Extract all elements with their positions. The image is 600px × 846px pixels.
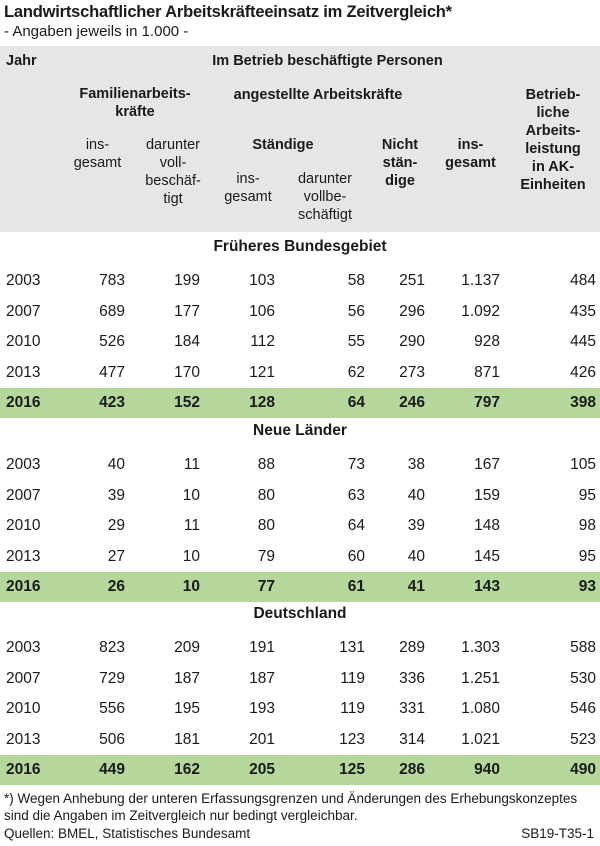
table-title: Landwirtschaftlicher Arbeitskräfteeinsatz im Zeitvergleich* xyxy=(4,3,452,21)
cell-year: 2003 xyxy=(6,272,41,289)
cell-year: 2010 xyxy=(6,333,41,350)
cell-fam-insgesamt: 40 xyxy=(107,456,125,473)
cell-year: 2016 xyxy=(6,394,41,411)
cell-fam-insgesamt: 689 xyxy=(99,302,125,320)
cell-fam-insgesamt: 26 xyxy=(107,578,125,595)
cell-ak-einheiten: 490 xyxy=(570,761,596,778)
cell-st-insgesamt: 187 xyxy=(249,669,275,687)
table-row xyxy=(0,297,600,327)
cell-st-darunter: 62 xyxy=(347,363,365,381)
cell-ak-einheiten: 398 xyxy=(570,394,596,411)
source-note: Quellen: BMEL, Statistisches Bundesamt xyxy=(4,826,251,841)
cell-ak-einheiten: 95 xyxy=(578,547,596,565)
cell-fam-darunter: 195 xyxy=(174,700,200,717)
cell-year: 2003 xyxy=(6,639,41,656)
cell-st-insgesamt: 80 xyxy=(257,486,275,504)
cell-ang-insgesamt: 159 xyxy=(474,486,500,504)
cell-fam-insgesamt: 823 xyxy=(99,639,125,656)
cell-ang-insgesamt: 871 xyxy=(474,363,500,381)
cell-fam-darunter: 199 xyxy=(174,272,200,289)
cell-st-darunter: 119 xyxy=(340,669,365,687)
footnote: *) Wegen Anhebung der unteren Erfassungsgrenzen und Änderungen des Erhebungskonzeptes sind die Angaben im Zeitvergleich nur bedingt vergleichbar. xyxy=(4,791,578,823)
cell-year: 2013 xyxy=(6,730,41,748)
cell-nicht-staendige: 251 xyxy=(399,272,425,289)
cell-st-insgesamt: 77 xyxy=(257,578,275,595)
table-row xyxy=(0,358,600,388)
cell-ak-einheiten: 546 xyxy=(570,700,596,717)
cell-year: 2007 xyxy=(6,302,41,320)
cell-fam-insgesamt: 783 xyxy=(99,272,125,289)
header-fam-insgesamt: ins- gesamt xyxy=(73,137,122,171)
cell-fam-insgesamt: 27 xyxy=(107,547,125,565)
cell-fam-insgesamt: 477 xyxy=(99,363,125,381)
cell-st-darunter: 55 xyxy=(347,333,365,350)
cell-fam-insgesamt: 423 xyxy=(99,394,125,411)
cell-nicht-staendige: 290 xyxy=(399,333,425,350)
table-header xyxy=(0,46,600,232)
cell-st-darunter: 61 xyxy=(347,578,365,595)
cell-year: 2016 xyxy=(6,761,41,778)
header-angestellte: angestellte Arbeitskräfte xyxy=(233,87,403,103)
table-row xyxy=(0,633,600,663)
table-row xyxy=(0,694,600,724)
cell-st-darunter: 60 xyxy=(347,547,365,565)
cell-nicht-staendige: 273 xyxy=(399,363,425,381)
cell-nicht-staendige: 40 xyxy=(407,547,425,565)
header-nicht-staendige: Nicht stän- dige xyxy=(381,137,419,189)
cell-fam-darunter: 177 xyxy=(174,302,200,320)
cell-ang-insgesamt: 167 xyxy=(474,456,500,473)
cell-nicht-staendige: 289 xyxy=(399,639,425,656)
cell-ang-insgesamt: 1.021 xyxy=(461,730,500,748)
cell-ang-insgesamt: 143 xyxy=(474,578,500,595)
cell-nicht-staendige: 41 xyxy=(407,578,425,595)
header-st-darunter: darunter vollbe- schäftigt xyxy=(297,171,352,223)
cell-st-insgesamt: 79 xyxy=(257,547,275,565)
cell-ang-insgesamt: 148 xyxy=(474,517,500,534)
cell-nicht-staendige: 314 xyxy=(399,730,425,748)
cell-fam-insgesamt: 526 xyxy=(99,333,125,350)
table-row xyxy=(0,664,600,694)
table-row xyxy=(0,481,600,511)
cell-ak-einheiten: 530 xyxy=(570,669,596,687)
table-subtitle: - Angaben jeweils in 1.000 - xyxy=(4,23,189,40)
cell-st-darunter: 56 xyxy=(347,302,365,320)
cell-ak-einheiten: 93 xyxy=(578,578,596,595)
cell-ak-einheiten: 95 xyxy=(578,486,596,504)
cell-year: 2007 xyxy=(6,486,41,504)
cell-fam-insgesamt: 729 xyxy=(99,669,125,687)
cell-fam-darunter: 184 xyxy=(174,333,200,350)
cell-st-insgesamt: 205 xyxy=(249,761,275,778)
table-row xyxy=(0,327,600,357)
table-row xyxy=(0,450,600,480)
header-main: Im Betrieb beschäftigte Personen xyxy=(212,53,443,69)
cell-st-insgesamt: 106 xyxy=(249,302,275,320)
cell-st-insgesamt: 128 xyxy=(249,394,275,411)
cell-st-insgesamt: 88 xyxy=(257,456,275,473)
table-row xyxy=(0,511,600,541)
cell-nicht-staendige: 40 xyxy=(407,486,425,504)
cell-fam-darunter: 10 xyxy=(182,578,200,595)
cell-ak-einheiten: 98 xyxy=(578,517,596,534)
cell-ak-einheiten: 435 xyxy=(570,302,596,320)
section-heading: Neue Länder xyxy=(253,422,347,439)
cell-st-insgesamt: 121 xyxy=(249,363,275,381)
cell-ang-insgesamt: 145 xyxy=(474,547,500,565)
cell-nicht-staendige: 331 xyxy=(399,700,425,717)
cell-nicht-staendige: 39 xyxy=(407,517,425,534)
cell-nicht-staendige: 286 xyxy=(399,761,425,778)
cell-st-insgesamt: 112 xyxy=(250,333,275,350)
cell-st-insgesamt: 191 xyxy=(249,639,275,656)
cell-fam-darunter: 181 xyxy=(174,730,200,748)
cell-fam-darunter: 170 xyxy=(174,363,200,381)
cell-st-darunter: 64 xyxy=(347,517,365,534)
cell-fam-insgesamt: 449 xyxy=(99,761,125,778)
section-heading: Deutschland xyxy=(253,605,347,622)
cell-year: 2013 xyxy=(6,363,41,381)
cell-fam-darunter: 152 xyxy=(174,394,200,411)
header-st-insgesamt: ins- gesamt xyxy=(224,171,272,205)
cell-ak-einheiten: 523 xyxy=(570,730,596,748)
table-row xyxy=(0,266,600,296)
cell-year: 2007 xyxy=(6,669,41,687)
cell-st-darunter: 63 xyxy=(347,486,365,504)
cell-nicht-staendige: 246 xyxy=(399,394,425,411)
cell-ak-einheiten: 484 xyxy=(570,272,596,289)
cell-st-darunter: 119 xyxy=(340,700,365,717)
cell-fam-darunter: 187 xyxy=(174,669,200,687)
cell-st-darunter: 131 xyxy=(339,639,365,656)
cell-fam-darunter: 162 xyxy=(174,761,200,778)
cell-ak-einheiten: 105 xyxy=(570,456,596,473)
table-row xyxy=(0,725,600,755)
table-row xyxy=(0,755,600,785)
cell-st-darunter: 58 xyxy=(347,272,365,289)
cell-fam-darunter: 11 xyxy=(183,456,200,473)
header-fam-darunter: darunter voll- beschäf- tigt xyxy=(145,137,201,207)
cell-st-insgesamt: 193 xyxy=(249,700,275,717)
cell-ak-einheiten: 588 xyxy=(570,639,596,656)
cell-st-darunter: 125 xyxy=(339,761,365,778)
cell-nicht-staendige: 336 xyxy=(399,669,425,687)
table-code: SB19-T35-1 xyxy=(521,826,594,841)
header-jahr: Jahr xyxy=(6,53,37,69)
cell-year: 2016 xyxy=(6,578,41,595)
cell-ang-insgesamt: 1.251 xyxy=(461,669,500,687)
cell-year: 2013 xyxy=(6,547,41,565)
cell-fam-insgesamt: 39 xyxy=(107,486,125,504)
cell-st-insgesamt: 80 xyxy=(257,517,275,534)
cell-fam-insgesamt: 556 xyxy=(99,700,125,717)
cell-ang-insgesamt: 1.080 xyxy=(461,700,500,717)
cell-ang-insgesamt: 1.137 xyxy=(461,272,500,289)
cell-ang-insgesamt: 940 xyxy=(474,761,500,778)
cell-fam-insgesamt: 506 xyxy=(99,730,125,748)
cell-year: 2003 xyxy=(6,456,41,473)
cell-ak-einheiten: 445 xyxy=(570,333,596,350)
header-betriebliche: Betrieb- liche Arbeits- leistung in AK- Einheiten xyxy=(520,87,586,193)
cell-fam-darunter: 10 xyxy=(182,547,200,565)
cell-nicht-staendige: 38 xyxy=(407,456,425,473)
cell-ang-insgesamt: 797 xyxy=(474,394,500,411)
table-row xyxy=(0,388,600,418)
cell-ak-einheiten: 426 xyxy=(570,363,596,381)
cell-ang-insgesamt: 928 xyxy=(474,333,500,350)
header-familien: Familienarbeits- kräfte xyxy=(79,86,191,120)
cell-fam-darunter: 209 xyxy=(174,639,200,656)
cell-st-insgesamt: 201 xyxy=(249,730,275,748)
cell-fam-darunter: 10 xyxy=(182,486,200,504)
cell-ang-insgesamt: 1.303 xyxy=(461,639,500,656)
cell-fam-insgesamt: 29 xyxy=(107,517,125,534)
cell-st-darunter: 123 xyxy=(339,730,365,748)
cell-nicht-staendige: 296 xyxy=(399,302,425,320)
cell-st-darunter: 73 xyxy=(347,456,365,473)
cell-ang-insgesamt: 1.092 xyxy=(461,302,500,320)
table-row xyxy=(0,572,600,602)
cell-st-insgesamt: 103 xyxy=(249,272,275,289)
header-ang-insgesamt: ins- gesamt xyxy=(445,137,496,171)
cell-fam-darunter: 11 xyxy=(183,517,200,534)
cell-year: 2010 xyxy=(6,517,41,534)
header-staendige: Ständige xyxy=(252,137,314,153)
table-row xyxy=(0,542,600,572)
cell-year: 2010 xyxy=(6,700,41,717)
section-heading: Früheres Bundesgebiet xyxy=(213,238,387,255)
cell-st-darunter: 64 xyxy=(347,394,365,411)
